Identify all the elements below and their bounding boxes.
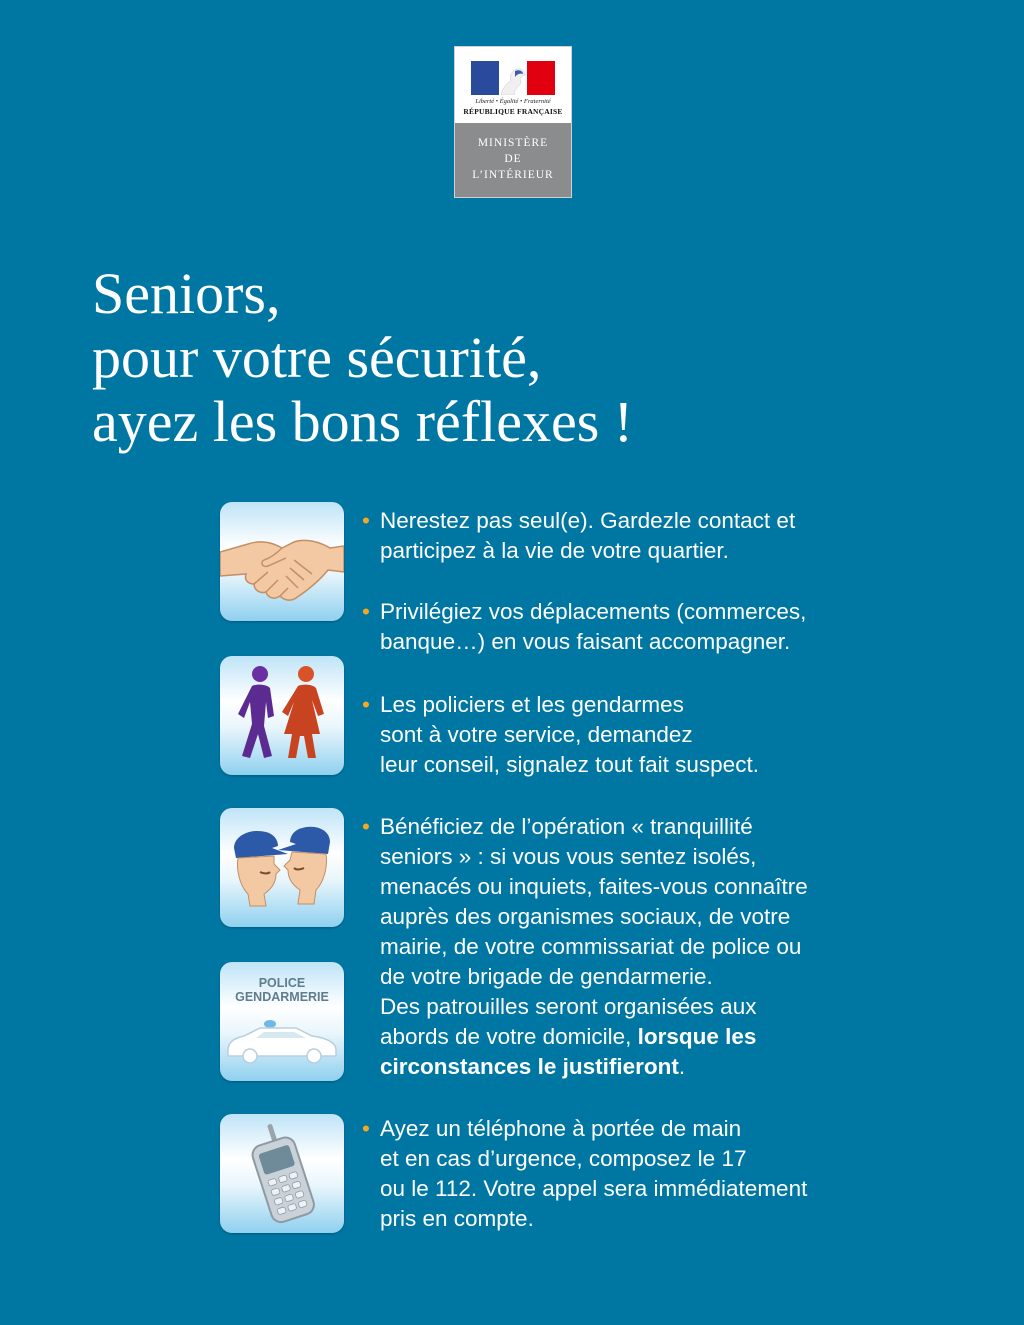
ministry-logo <box>454 46 572 198</box>
advice-line: leur conseil, signalez tout fait suspect. <box>380 752 759 777</box>
advice-line: ou le 112. Votre appel sera immédiatement <box>380 1176 808 1201</box>
handshake-icon <box>220 502 344 621</box>
mobile-phone-icon <box>220 1114 344 1233</box>
advice-line: mairie, de votre commissariat de police ou <box>380 934 802 959</box>
advice-line <box>380 1022 922 1052</box>
advice-item <box>362 812 922 1082</box>
advice-line: Les policiers et les gendarmes <box>380 692 684 717</box>
marianne-flag-icon <box>471 61 555 95</box>
advice-text: . <box>678 1054 686 1079</box>
advice-line: Privilégiez vos déplacements (commerces, <box>380 599 807 624</box>
title-line: ayez les bons réflexes ! <box>92 389 634 454</box>
advice-item <box>362 1114 922 1234</box>
advice-emphasis: lorsque les <box>637 1024 757 1049</box>
advice-line: auprès des organismes sociaux, de votre <box>380 904 791 929</box>
advice-line: sont à votre service, demandez <box>380 722 693 747</box>
ministry-line: MINISTÈRE <box>477 137 549 149</box>
advice-item <box>362 506 922 566</box>
walking-people-icon <box>220 656 344 775</box>
ministry-line: DE <box>504 153 522 165</box>
advice-line: Ayez un téléphone à portée de main <box>380 1116 742 1141</box>
advice-line: banque…) en vous faisant accompagner. <box>380 629 791 654</box>
page-title <box>92 262 633 454</box>
advice-line: Des patrouilles seront organisées aux <box>380 994 757 1019</box>
advice-item <box>362 690 922 780</box>
police-car-icon <box>220 962 344 1081</box>
title-line: Seniors, <box>92 261 281 326</box>
ministry-name <box>455 123 571 197</box>
bullet: • <box>362 814 370 839</box>
advice-line: menacés ou inquiets, faites-vous connaître <box>380 874 808 899</box>
advice-line: Nerestez pas seul(e). Gardezle contact et <box>380 508 796 533</box>
advice-text: abords de votre domicile, <box>380 1024 638 1049</box>
advice-item <box>362 597 922 657</box>
bullet: • <box>362 599 370 624</box>
bullet: • <box>362 692 370 717</box>
title-line: pour votre sécurité, <box>92 325 542 390</box>
advice-line <box>380 1052 922 1082</box>
advice-line: et en cas d’urgence, composez le 17 <box>380 1146 747 1171</box>
advice-line: seniors » : si vous vous sentez isolés, <box>380 844 757 869</box>
republic-motto: Liberté • Égalité • Fraternité <box>475 98 551 105</box>
advice-line: Bénéficiez de l’opération « tranquillité <box>380 814 753 839</box>
republic-name: RÉPUBLIQUE FRANÇAISE <box>463 107 563 116</box>
police-officers-icon <box>220 808 344 927</box>
advice-line: pris en compte. <box>380 1206 534 1231</box>
ministry-line: L’INTÉRIEUR <box>472 169 554 181</box>
republique-francaise-emblem <box>455 47 571 123</box>
advice-emphasis: circonstances le justifieront <box>380 1054 679 1079</box>
gendarmerie-label: GENDARMERIE <box>235 990 329 1004</box>
bullet: • <box>362 508 370 533</box>
police-label: POLICE <box>258 976 306 990</box>
bullet: • <box>362 1116 370 1141</box>
advice-line: de votre brigade de gendarmerie. <box>380 964 713 989</box>
advice-line: participez à la vie de votre quartier. <box>380 538 729 563</box>
